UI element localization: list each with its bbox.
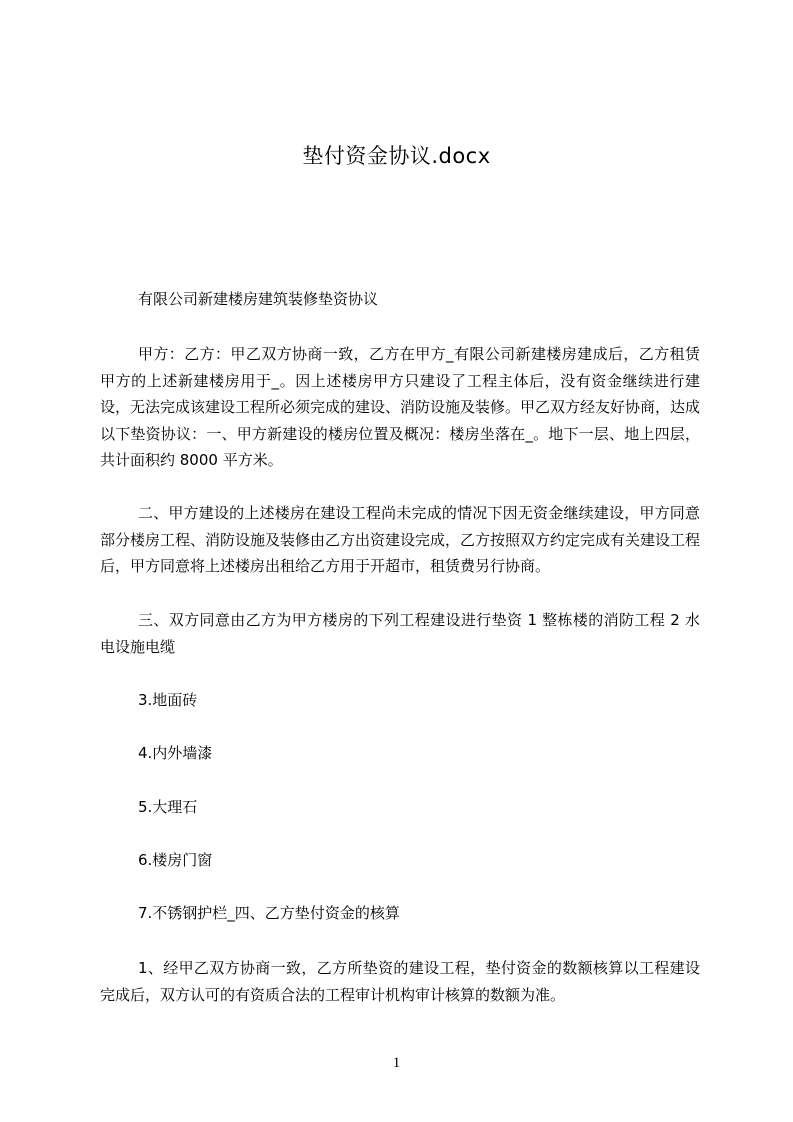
paragraph-section-three: 三、双方同意由乙方为甲方楼房的下列工程建设进行垫资 1 整栋楼的消防工程 2 水电设施电缆	[100, 611, 700, 656]
page-number: 1	[392, 1055, 401, 1071]
list-item: 3.地面砖	[138, 691, 198, 709]
paragraph-section-two: 二、甲方建设的上述楼房在建设工程尚未完成的情况下因无资金继续建设，甲方同意部分楼房工程、消防设施及装修由乙方出资建设完成，乙方按照双方约定完成有关建设工程后，甲方同意将上述楼房出租给乙方用于开超市，租赁费另行协商。	[100, 504, 701, 575]
paragraph-heading: 有限公司新建楼房建筑装修垫资协议	[138, 290, 379, 308]
paragraph-parties: 甲方：乙方：甲乙双方协商一致，乙方在甲方_有限公司新建楼房建成后，乙方租赁甲方的上述新建楼房用于_。因上述楼房甲方只建设了工程主体后，没有资金继续进行建设，无法完成该建设工程所必须完成的建设、消防设施及装修。甲乙双方经友好协商，达成以下垫资协议：一、甲方新建设的楼房位置及概况：楼房坐落在_。地下一层、地上四层，共计面积约 8000 平方米。	[100, 345, 701, 469]
list-item: 6.楼房门窗	[138, 851, 213, 869]
paragraph-section-four-item-one: 1、经甲乙双方协商一致，乙方所垫资的建设工程，垫付资金的数额核算以工程建设完成后，双方认可的有资质合法的工程审计机构审计核算的数额为准。	[100, 959, 700, 1004]
document-title: 垫付资金协议.docx	[302, 144, 491, 168]
list-item: 4.内外墙漆	[138, 744, 213, 762]
list-item: 5.大理石	[138, 798, 198, 816]
list-item: 7.不锈钢护栏_四、乙方垫付资金的核算	[138, 904, 400, 922]
